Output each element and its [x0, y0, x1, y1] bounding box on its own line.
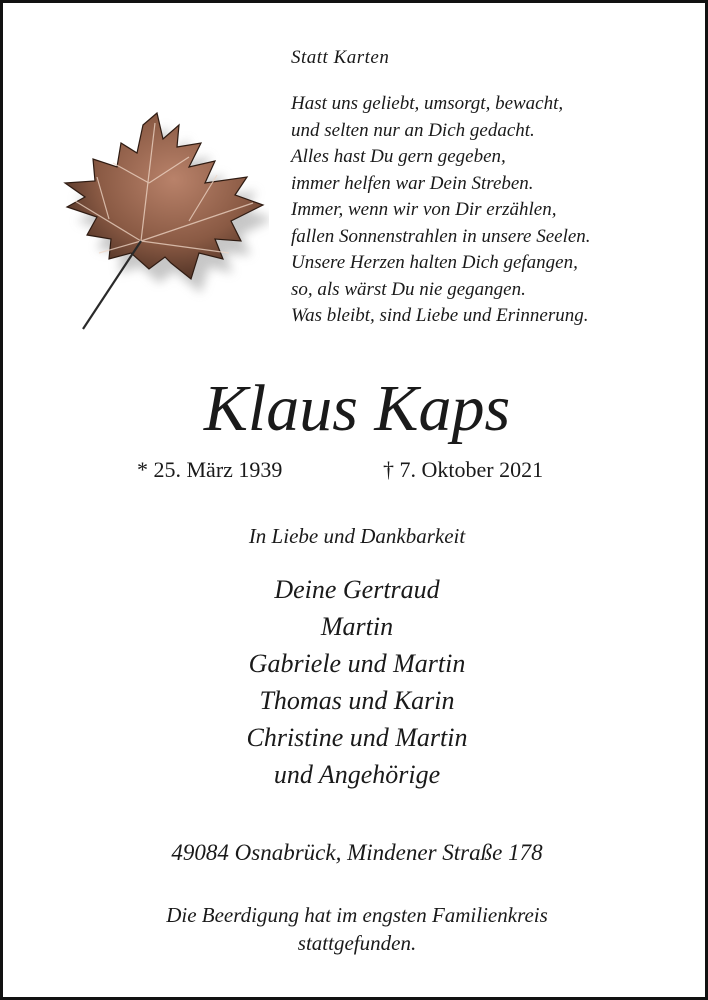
poem-line: so, als wärst Du nie gegangen. [291, 278, 526, 300]
poem-line: fallen Sonnenstrahlen in unsere Seelen. [291, 225, 591, 247]
poem-line: Hast uns geliebt, umsorgt, bewacht, [291, 93, 564, 114]
poem-line: Was bleibt, sind Liebe und Erinnerung. [291, 305, 589, 326]
mourner-item: Martin [320, 612, 394, 641]
mourner-item: Gabriele und Martin [248, 649, 466, 678]
maple-leaf-icon [39, 103, 269, 335]
mourners-list [3, 571, 708, 793]
mourner-item: Thomas und Karin [259, 686, 455, 715]
mourner-item: Christine und Martin [246, 723, 468, 752]
death-date: † 7. Oktober 2021 [383, 457, 544, 482]
funeral-notice-line: stattgefunden. [297, 931, 417, 955]
mourner-item: Deine Gertraud [274, 575, 440, 604]
poem-line: Unsere Herzen halten Dich gefangen, [291, 252, 578, 273]
funeral-notice-line: Die Beerdigung hat im engsten Familienkreis [166, 903, 548, 927]
birth-date: * 25. März 1939 [137, 457, 283, 482]
deceased-name-text: Klaus Kaps [203, 372, 511, 445]
poem-line: und selten nur an Dich gedacht. [291, 119, 535, 141]
deceased-name [3, 371, 708, 447]
thanks-line: In Liebe und Dankbarkeit [248, 524, 466, 548]
address-line: 49084 Osnabrück, Mindener Straße 178 [171, 840, 543, 865]
intro-text: Statt Karten [291, 47, 390, 68]
poem-line: Immer, wenn wir von Dir erzählen, [291, 199, 557, 220]
funeral-notice [3, 901, 708, 957]
poem-block [291, 45, 691, 330]
mourner-item: und Angehörige [273, 760, 441, 789]
poem-line: Alles hast Du gern gegeben, [291, 146, 506, 167]
poem-line: immer helfen war Dein Streben. [291, 172, 534, 194]
